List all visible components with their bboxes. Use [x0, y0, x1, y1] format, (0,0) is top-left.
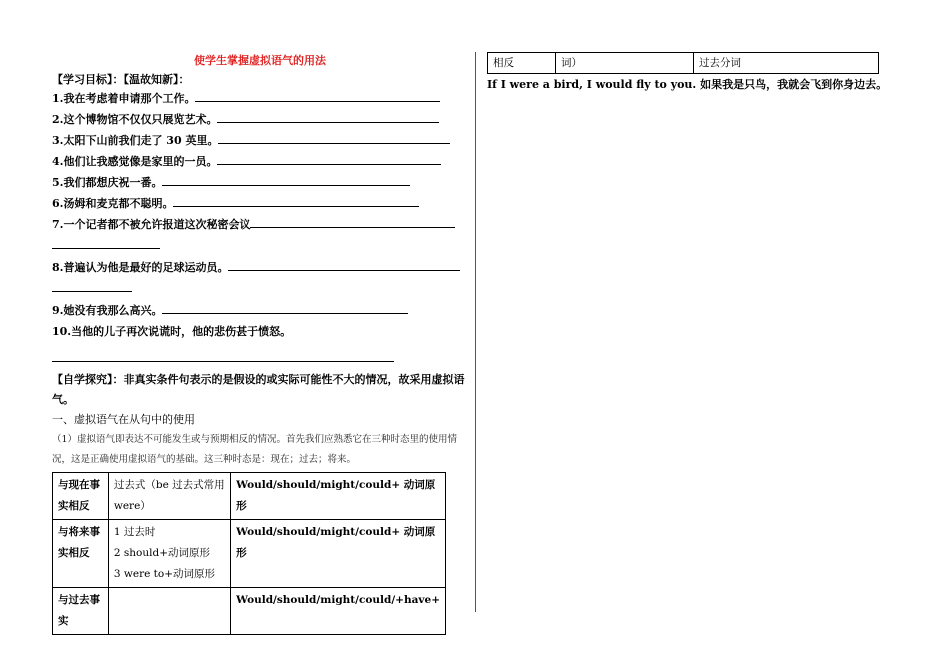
example-sentence: If I were a bird, I would fly to you. 如果我是只鸟，我就会飞到你身边去。 [487, 78, 888, 91]
page-title: 使学生掌握虚拟语气的用法 [194, 54, 326, 67]
exercise-3: 3.太阳下山前我们走了 30 英里。 [52, 132, 468, 153]
table-cell: 1 过去时 2 should+动词原形 3 were to+动词原形 [108, 520, 230, 588]
self-study-paragraph: 【自学探究】：非真实条件句表示的是假设的或实际可能性不大的情况，故采用虚拟语气。 [52, 373, 465, 406]
answer-blank[interactable] [52, 237, 160, 249]
exercise-7: 7.一个记者都不被允许报道这次秘密会议 [52, 216, 468, 237]
goals-heading: 【学习目标】：【温故知新】： [52, 73, 190, 86]
answer-blank[interactable] [52, 350, 394, 362]
answer-blank[interactable] [162, 174, 410, 186]
answer-blank[interactable] [195, 90, 440, 102]
right-column [487, 52, 887, 92]
answer-blank[interactable] [173, 195, 419, 207]
exercise-8: 8.普遍认为他是最好的足球运动员。 [52, 259, 468, 280]
exercise-4: 4.他们让我感觉像是家里的一员。 [52, 153, 468, 174]
answer-blank[interactable] [228, 259, 460, 271]
table-cell: 词） [556, 53, 694, 74]
continued-table [487, 52, 879, 74]
table-row [53, 588, 446, 635]
column-divider [475, 52, 476, 612]
table-cell: Would/should/might/could/+have+ [231, 588, 446, 635]
exercise-6: 6.汤姆和麦克都不聪明。 [52, 195, 468, 216]
table-cell: 过去式（be 过去式常用 were） [108, 473, 230, 520]
answer-blank[interactable] [52, 280, 132, 292]
subjunctive-tense-table [52, 472, 446, 635]
answer-blank[interactable] [217, 111, 439, 123]
table-cell: 与将来事实相反 [53, 520, 109, 588]
table-cell: Would/should/might/could+ 动词原形 [231, 473, 446, 520]
table-cell [108, 588, 230, 635]
tense-note: （1）虚拟语气即表达不可能发生或与预期相反的情况。首先我们应熟悉它在三种时态里的使用情况，这是正确使用虚拟语气的基础。这三种时态是：现在；过去；将来。 [52, 434, 458, 465]
table-cell: 与现在事实相反 [53, 473, 109, 520]
answer-blank[interactable] [162, 302, 408, 314]
exercise-2: 2.这个博物馆不仅仅只展览艺术。 [52, 111, 468, 132]
table-row [53, 473, 446, 520]
table-row [53, 520, 446, 588]
answer-blank[interactable] [218, 132, 450, 144]
section-heading: 一、虚拟语气在从句中的使用 [52, 413, 195, 426]
left-column [52, 52, 468, 635]
table-cell: 相反 [488, 53, 556, 74]
answer-blank[interactable] [217, 153, 441, 165]
table-row [488, 53, 879, 74]
exercise-10: 10.当他的儿子再次说谎时，他的悲伤甚于愤怒。 [52, 325, 292, 338]
table-cell: Would/should/might/could+ 动词原形 [231, 520, 446, 588]
exercise-1: 1.我在考虑着申请那个工作。 [52, 90, 468, 111]
table-cell: 与过去事实 [53, 588, 109, 635]
exercise-5: 5.我们都想庆祝一番。 [52, 174, 468, 195]
exercise-9: 9.她没有我那么高兴。 [52, 302, 468, 323]
answer-blank[interactable] [250, 216, 455, 228]
table-cell: 过去分词 [694, 53, 879, 74]
